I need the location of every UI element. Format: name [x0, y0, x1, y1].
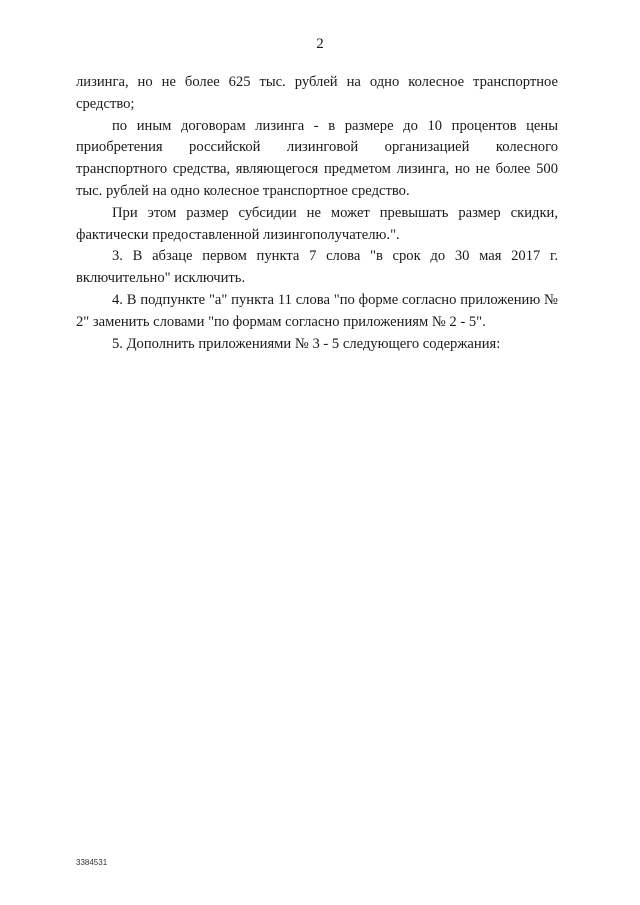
document-id: 3384531 [76, 858, 108, 867]
paragraph-item-3: 3. В абзаце первом пункта 7 слова "в срок до 30 мая 2017 г. включительно" исключить. [76, 248, 558, 287]
paragraph-subsidy-limit: При этом размер субсидии не может превышать размер скидки, фактически предоставленной лизингополучателю.". [76, 204, 558, 243]
paragraph-item-4: 4. В подпункте "а" пункта 11 слова "по форме согласно приложению № 2" заменить словами "по формам согласно приложениям № 2 - 5". [76, 291, 558, 330]
paragraph-leasing-limit: лизинга, но не более 625 тыс. рублей на одно колесное транспортное средство; [76, 74, 558, 112]
document-body [76, 72, 558, 355]
paragraph-item-5: 5. Дополнить приложениями № 3 - 5 следующего содержания: [112, 335, 501, 352]
paragraph-other-leasing: по иным договорам лизинга - в размере до 10 процентов цены приобретения российской лизинговой организацией колесного транспортного средства, являющегося предметом лизинга, но не более 500 тыс. рублей на одно колесное транспортное средство. [76, 117, 558, 199]
page-number: 2 [316, 36, 324, 52]
